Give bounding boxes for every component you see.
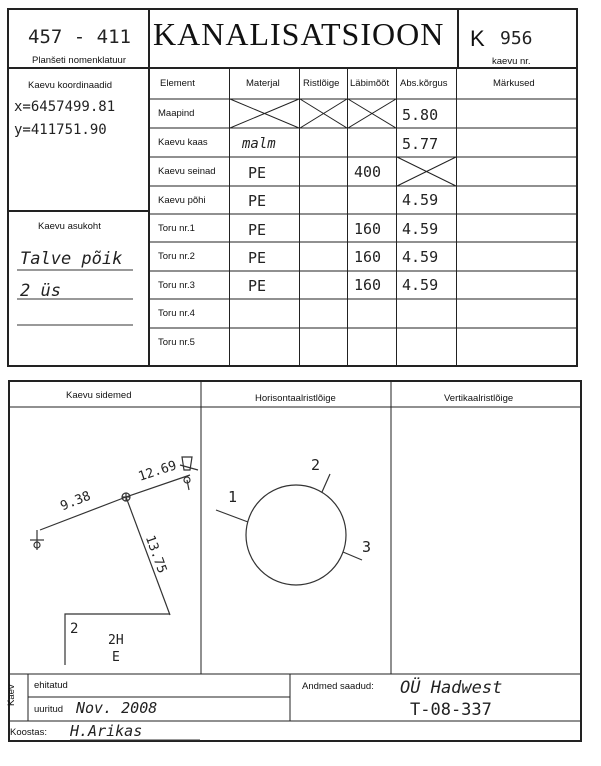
pipe-label-3: 3	[362, 538, 372, 556]
koostas-value: H.Arikas	[70, 722, 143, 740]
plan-label: Planšeti nomenklatuur	[32, 55, 126, 66]
uuritud-value: Nov. 2008	[76, 699, 158, 717]
andmed-label: Andmed saadud:	[302, 681, 374, 692]
row-material: PE	[248, 277, 267, 295]
row-diameter: 400	[354, 163, 382, 181]
uuritud-label: uuritud	[34, 704, 64, 715]
coords-label: Kaevu koordinaadid	[28, 80, 112, 91]
distance-label: 13.75	[141, 533, 170, 576]
col-element: Element	[160, 78, 195, 89]
row-material: PE	[248, 221, 267, 239]
row-diameter: 160	[354, 276, 382, 294]
distance-label: 9.38	[58, 488, 93, 515]
row-material: PE	[248, 192, 267, 210]
pipe-label-1: 1	[228, 488, 238, 506]
plan-number: 457 - 411	[28, 26, 131, 48]
col-diameter: Läbimõõt	[350, 78, 390, 89]
section-vertical: Vertikaalristlõige	[444, 393, 514, 404]
horizontal-section	[216, 474, 362, 585]
row-element: Toru nr.4	[158, 308, 195, 319]
row-element: Toru nr.3	[158, 280, 195, 291]
well-number: 956	[500, 28, 533, 49]
well-label: kaevu nr.	[492, 56, 531, 67]
col-cross: Ristlõige	[303, 78, 340, 89]
box-label: E	[112, 650, 120, 665]
row-element: Kaevu seinad	[158, 166, 216, 177]
row-height: 5.80	[402, 106, 439, 124]
location-line2: 2 üs	[20, 281, 61, 301]
andmed-value: T-08-337	[410, 700, 492, 720]
kaev-label: Kaev	[6, 684, 17, 706]
andmed-value: OÜ Hadwest	[400, 678, 503, 698]
row-element: Toru nr.1	[158, 223, 195, 234]
location-label: Kaevu asukoht	[38, 221, 101, 232]
row-material: PE	[248, 164, 267, 182]
col-height: Abs.kõrgus	[400, 78, 448, 89]
row-element: Toru nr.5	[158, 337, 195, 348]
pipe-label-2: 2	[311, 456, 321, 474]
row-element: Kaevu kaas	[158, 137, 208, 148]
row-height: 4.59	[402, 248, 439, 266]
well-letter: K	[470, 26, 485, 51]
row-height: 5.77	[402, 135, 439, 153]
section-horizontal: Horisontaalristlõige	[255, 393, 336, 404]
page-title: KANALISATSIOON	[153, 16, 445, 52]
location-line1: Talve põik	[20, 249, 123, 269]
coord-x: x=6457499.81	[14, 99, 116, 115]
distance-label: 12.69	[136, 458, 179, 485]
row-diameter: 160	[354, 248, 382, 266]
row-element: Maapind	[158, 108, 195, 119]
box-number: 2	[70, 621, 79, 637]
section-connections: Kaevu sidemed	[66, 390, 132, 401]
row-height: 4.59	[402, 191, 439, 209]
row-material: malm	[242, 136, 276, 152]
row-element: Kaevu põhi	[158, 195, 206, 206]
row-height: 4.59	[402, 220, 439, 238]
box-label: 2H	[108, 633, 124, 648]
row-material: PE	[248, 249, 267, 267]
row-element: Toru nr.2	[158, 251, 195, 262]
ehitatud-label: ehitatud	[34, 680, 68, 691]
coord-y: y=411751.90	[14, 122, 107, 138]
col-material: Materjal	[246, 78, 280, 89]
col-notes: Märkused	[493, 78, 535, 89]
koostas-label: Koostas:	[10, 727, 47, 738]
row-diameter: 160	[354, 220, 382, 238]
row-height: 4.59	[402, 276, 439, 294]
